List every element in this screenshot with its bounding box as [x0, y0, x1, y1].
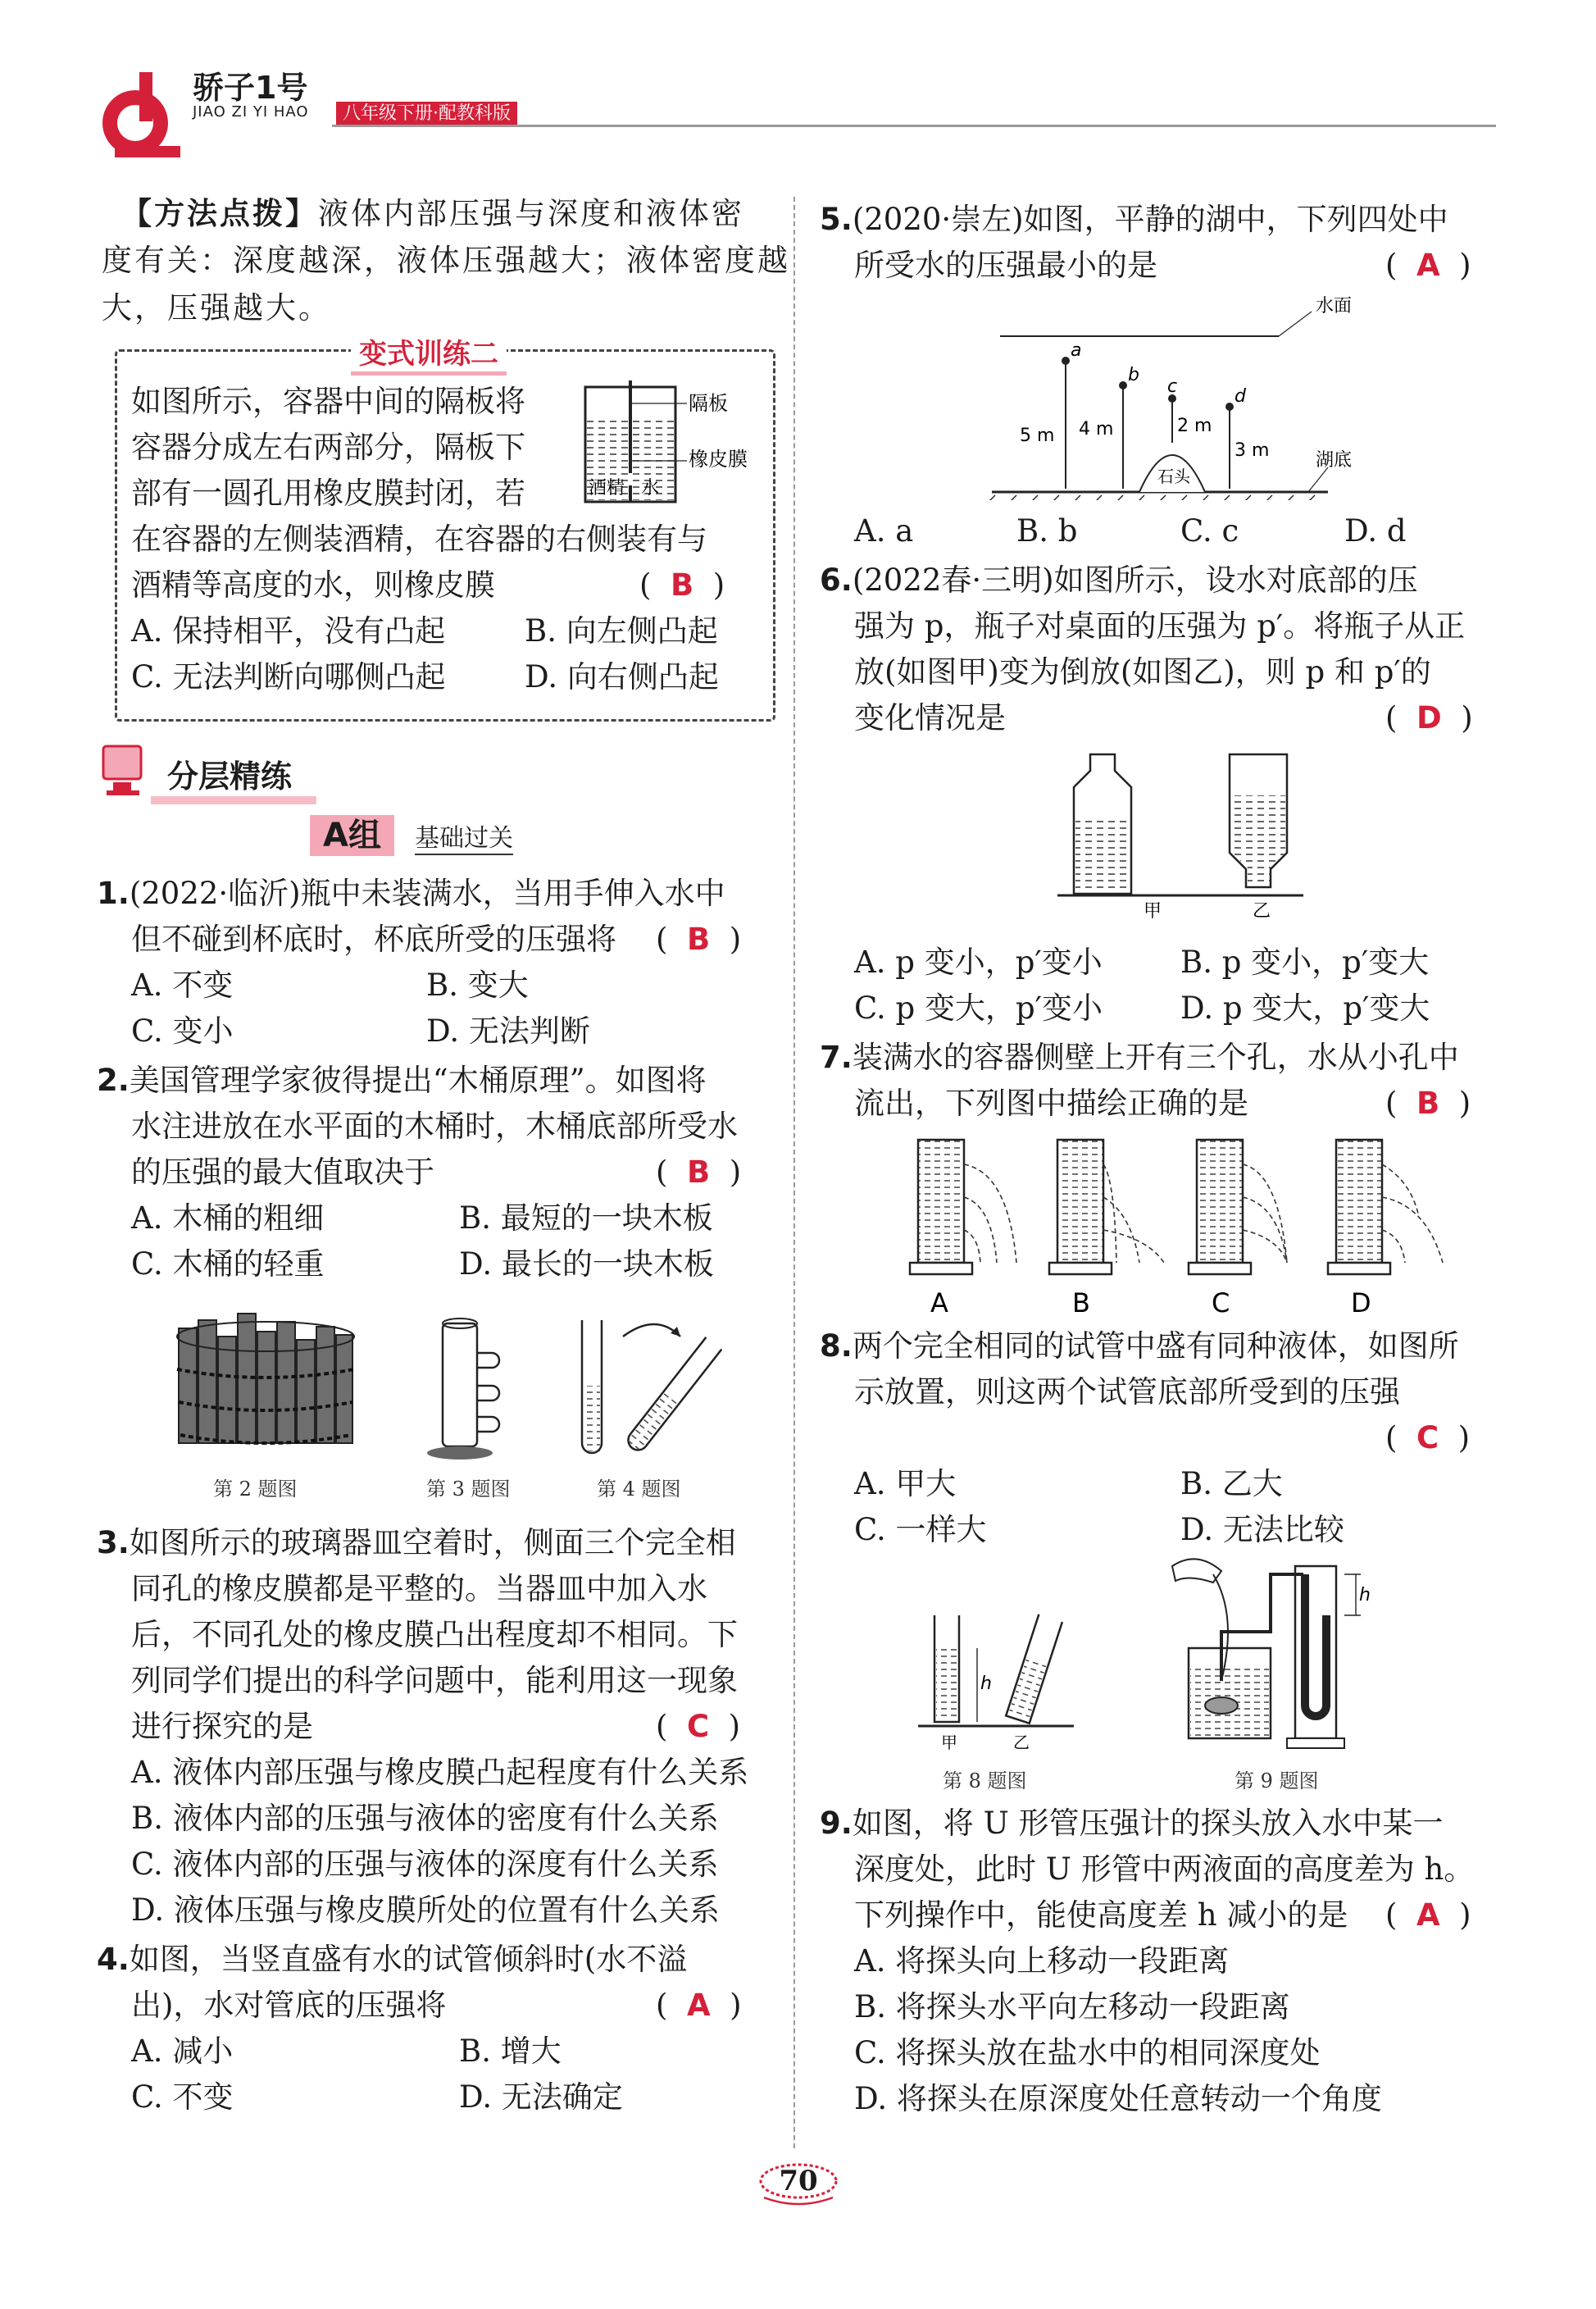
test-tubes-figure: [910, 1607, 1082, 1755]
svg-text:甲: 甲: [1144, 901, 1162, 918]
answer-paren: ( C ): [1385, 1420, 1471, 1455]
edition-badge: 八年级下册·配教科版: [336, 102, 517, 126]
option-c: C. 一样大: [854, 1512, 987, 1547]
svg-text:D: D: [1351, 1287, 1371, 1318]
svg-text:3 m: 3 m: [1235, 440, 1270, 461]
q3-line: 列同学们提出的科学问题中，能利用这一现象: [131, 1663, 738, 1698]
section-header: [102, 743, 446, 808]
option-c: C. c: [1180, 513, 1239, 549]
svg-text:h: h: [980, 1674, 992, 1694]
variant-line: 在容器的左侧装酒精，在容器的右侧装有与: [131, 521, 707, 557]
q9-line: 深度处，此时 U 形管中两液面的高度差为 h。: [854, 1851, 1475, 1887]
svg-text:C: C: [1212, 1287, 1230, 1318]
q8-line: 示放置，则这两个试管底部所受到的压强: [854, 1374, 1400, 1410]
figure-caption: 第 2 题图: [213, 1478, 298, 1501]
option-d: D. d: [1344, 513, 1407, 549]
answer-paren: ( A ): [1385, 248, 1471, 283]
option-d: D. 液体压强与橡皮膜所处的位置有什么关系: [131, 1892, 720, 1928]
svg-text:c: c: [1167, 376, 1178, 397]
option-a: A. 木桶的粗细: [131, 1200, 325, 1236]
svg-text:b: b: [1128, 365, 1139, 385]
svg-text:d: d: [1235, 386, 1246, 407]
option-a: A. 将探头向上移动一段距离: [854, 1943, 1230, 1979]
figure-caption: 第 9 题图: [1235, 1769, 1319, 1792]
answer-paren: ( A ): [1385, 1897, 1471, 1933]
container-partition-figure: [574, 379, 762, 510]
svg-text:5 m: 5 m: [1020, 426, 1055, 446]
q5-line: 5.(2020·崇左)如图，平静的湖中，下列四处中: [820, 202, 1448, 237]
answer: C: [686, 1709, 710, 1744]
page-number: [748, 2160, 849, 2209]
answer: B: [1416, 1086, 1440, 1121]
option-b: B. 向左侧凸起: [525, 613, 718, 649]
method-tip-line: 度有关：深度越深，液体压强越大；液体密度越: [102, 243, 790, 278]
q6-line: 6.(2022春·三明)如图所示，设水对底部的压: [820, 562, 1418, 598]
brand-logo-icon: [90, 64, 189, 166]
q7-line: 7.装满水的容器侧壁上开有三个孔，水从小孔中: [820, 1040, 1459, 1075]
svg-text:隔板: 隔板: [689, 392, 728, 415]
method-tip: 【方法点拨】液体内部压强与深度和液体密: [121, 195, 744, 231]
variant-line: 容器分成左右两部分，隔板下: [131, 430, 525, 465]
option-a: A. 保持相平，没有凸起: [131, 613, 446, 649]
svg-text:水面: 水面: [1316, 296, 1353, 317]
q6-line: 放(如图甲)变为倒放(如图乙)，则 p 和 p′的: [854, 654, 1431, 690]
group-subtitle: 基础过关: [415, 817, 513, 855]
svg-text:湖底: 湖底: [1316, 450, 1353, 471]
section-title: 分层精练: [151, 751, 316, 804]
q1-line: 但不碰到杯底时，杯底所受的压强将: [131, 922, 616, 957]
option-a: A. p 变小，p′变小: [854, 945, 1103, 980]
option-b: B. 增大: [459, 2033, 562, 2069]
q7-line: 流出，下列图中描绘正确的是: [854, 1086, 1248, 1121]
svg-text:石头: 石头: [1157, 467, 1190, 486]
brand-title: 骄子1号: [193, 70, 308, 106]
test-tube-tilt-figure: [566, 1304, 730, 1468]
q2-line: 水注进放在水平面的木桶时，木桶底部所受水: [131, 1109, 738, 1144]
q2-line: 的压强的最大值取决于: [131, 1154, 434, 1190]
group-title: A组: [310, 815, 394, 856]
group-label: [310, 815, 513, 856]
answer: D: [1416, 700, 1442, 736]
q2-line: 2.美国管理学家彼得提出“木桶原理”。如图将: [97, 1063, 707, 1098]
answer: C: [1416, 1420, 1439, 1455]
q1-line: 1.(2022·临沂)瓶中未装满水，当用手伸入水中: [97, 876, 725, 911]
svg-text:橡皮膜: 橡皮膜: [689, 448, 748, 471]
glass-vessel-figure: [426, 1312, 533, 1468]
bottle-figure: [1049, 746, 1312, 918]
method-tip-label: 【方法点拨】: [121, 195, 318, 231]
monitor-icon: [102, 743, 151, 800]
option-c: C. 变小: [131, 1013, 234, 1049]
option-b: B. 乙大: [1180, 1466, 1283, 1501]
answer: A: [1416, 1897, 1440, 1933]
answer-paren: ( B ): [639, 567, 725, 603]
answer: B: [686, 922, 711, 957]
q8-line: 8.两个完全相同的试管中盛有同种液体，如图所: [820, 1328, 1459, 1364]
answer-paren: ( C ): [656, 1709, 741, 1744]
option-b: B. 液体内部的压强与液体的密度有什么关系: [131, 1801, 719, 1836]
figure-caption: 第 8 题图: [943, 1769, 1027, 1792]
header-rule: [332, 125, 1496, 127]
q9-line: 9.如图，将 U 形管压强计的探头放入水中某一: [820, 1806, 1444, 1841]
page-number-text: 70: [779, 2165, 818, 2197]
u-tube-manometer-figure: [1164, 1542, 1410, 1763]
svg-text:a: a: [1071, 340, 1082, 361]
option-d: D. 无法判断: [426, 1013, 590, 1049]
option-c: C. 无法判断向哪侧凸起: [131, 659, 446, 695]
option-c: C. 液体内部的压强与液体的深度有什么关系: [131, 1847, 719, 1882]
svg-text:h: h: [1359, 1585, 1371, 1605]
q3-line: 同孔的橡皮膜都是平整的。当器皿中加入水: [131, 1571, 707, 1606]
answer: A: [686, 1988, 711, 2023]
option-a: A. 减小: [131, 2033, 234, 2069]
svg-text:甲: 甲: [941, 1733, 957, 1752]
option-c: C. 将探头放在盐水中的相同深度处: [854, 2035, 1321, 2070]
svg-text:酒精: 酒精: [589, 478, 625, 499]
column-divider: [793, 197, 795, 2148]
answer: A: [1416, 248, 1440, 283]
option-d: D. 无法比较: [1180, 1512, 1344, 1547]
answer: B: [686, 1154, 711, 1190]
svg-text:4 m: 4 m: [1079, 419, 1114, 439]
option-d: D. p 变大，p′变大: [1180, 991, 1430, 1026]
svg-text:乙: 乙: [1013, 1733, 1030, 1752]
brand-pinyin: JIAO ZI YI HAO: [193, 103, 309, 121]
method-tip-line: 大，压强越大。: [102, 290, 331, 326]
water-jet-figure: [893, 1132, 1484, 1320]
wooden-bucket-figure: [164, 1304, 369, 1460]
header: [90, 64, 680, 171]
answer-paren: ( B ): [656, 1154, 742, 1190]
option-a: A. a: [854, 513, 914, 549]
option-d: D. 将探头在原深度处任意转动一个角度: [854, 2081, 1382, 2116]
variant-title: 变式训练二: [351, 331, 507, 376]
variant-line: 如图所示，容器中间的隔板将: [131, 384, 525, 419]
svg-text:乙: 乙: [1253, 901, 1271, 918]
option-b: B. 最短的一块木板: [459, 1200, 713, 1236]
option-d: D. 最长的一块木板: [459, 1246, 714, 1282]
svg-text:B: B: [1072, 1287, 1090, 1318]
figure-caption: 第 4 题图: [597, 1478, 681, 1501]
option-b: B. b: [1016, 513, 1078, 549]
option-d: D. 向右侧凸起: [525, 659, 719, 695]
answer-paren: ( A ): [656, 1988, 742, 2023]
q9-line: 下列操作中，能使高度差 h 减小的是: [854, 1897, 1348, 1933]
figure-caption: 第 3 题图: [426, 1478, 511, 1501]
q5-line: 所受水的压强最小的是: [854, 248, 1157, 283]
answer-paren: ( B ): [656, 922, 742, 957]
svg-text:水: 水: [641, 478, 660, 499]
option-b: B. p 变小，p′变大: [1180, 945, 1430, 980]
option-b: B. 变大: [426, 968, 529, 1003]
option-c: C. 木桶的轻重: [131, 1246, 325, 1282]
option-c: C. p 变大，p′变小: [854, 991, 1103, 1026]
option-c: C. 不变: [131, 2079, 234, 2115]
q3-line: 后，不同孔处的橡皮膜凸出程度却不相同。下: [131, 1617, 738, 1652]
answer: B: [670, 567, 694, 603]
q6-line: 强为 p，瓶子对桌面的压强为 p′。将瓶子从正: [854, 608, 1466, 644]
option-a: A. 不变: [131, 968, 234, 1003]
option-d: D. 无法确定: [459, 2079, 623, 2115]
variant-line: 酒精等高度的水，则橡皮膜: [131, 567, 495, 603]
answer-paren: ( D ): [1385, 700, 1473, 736]
svg-text:2 m: 2 m: [1177, 416, 1212, 436]
option-b: B. 将探头水平向左移动一段距离: [854, 1989, 1290, 2024]
q6-line: 变化情况是: [854, 700, 1006, 736]
q4-line: 出)，水对管底的压强将: [131, 1988, 447, 2023]
lake-depth-figure: [984, 295, 1361, 500]
svg-text:A: A: [930, 1287, 948, 1318]
q4-line: 4.如图，当竖直盛有水的试管倾斜时(水不溢: [97, 1942, 688, 1977]
q3-line: 3.如图所示的玻璃器皿空着时，侧面三个完全相: [97, 1525, 736, 1560]
answer-paren: ( B ): [1385, 1086, 1471, 1121]
q3-line: 进行探究的是: [131, 1709, 313, 1744]
variant-line: 部有一圆孔用橡皮膜封闭，若: [131, 476, 525, 511]
option-a: A. 甲大: [854, 1466, 957, 1501]
option-a: A. 液体内部压强与橡皮膜凸起程度有什么关系: [131, 1755, 749, 1790]
